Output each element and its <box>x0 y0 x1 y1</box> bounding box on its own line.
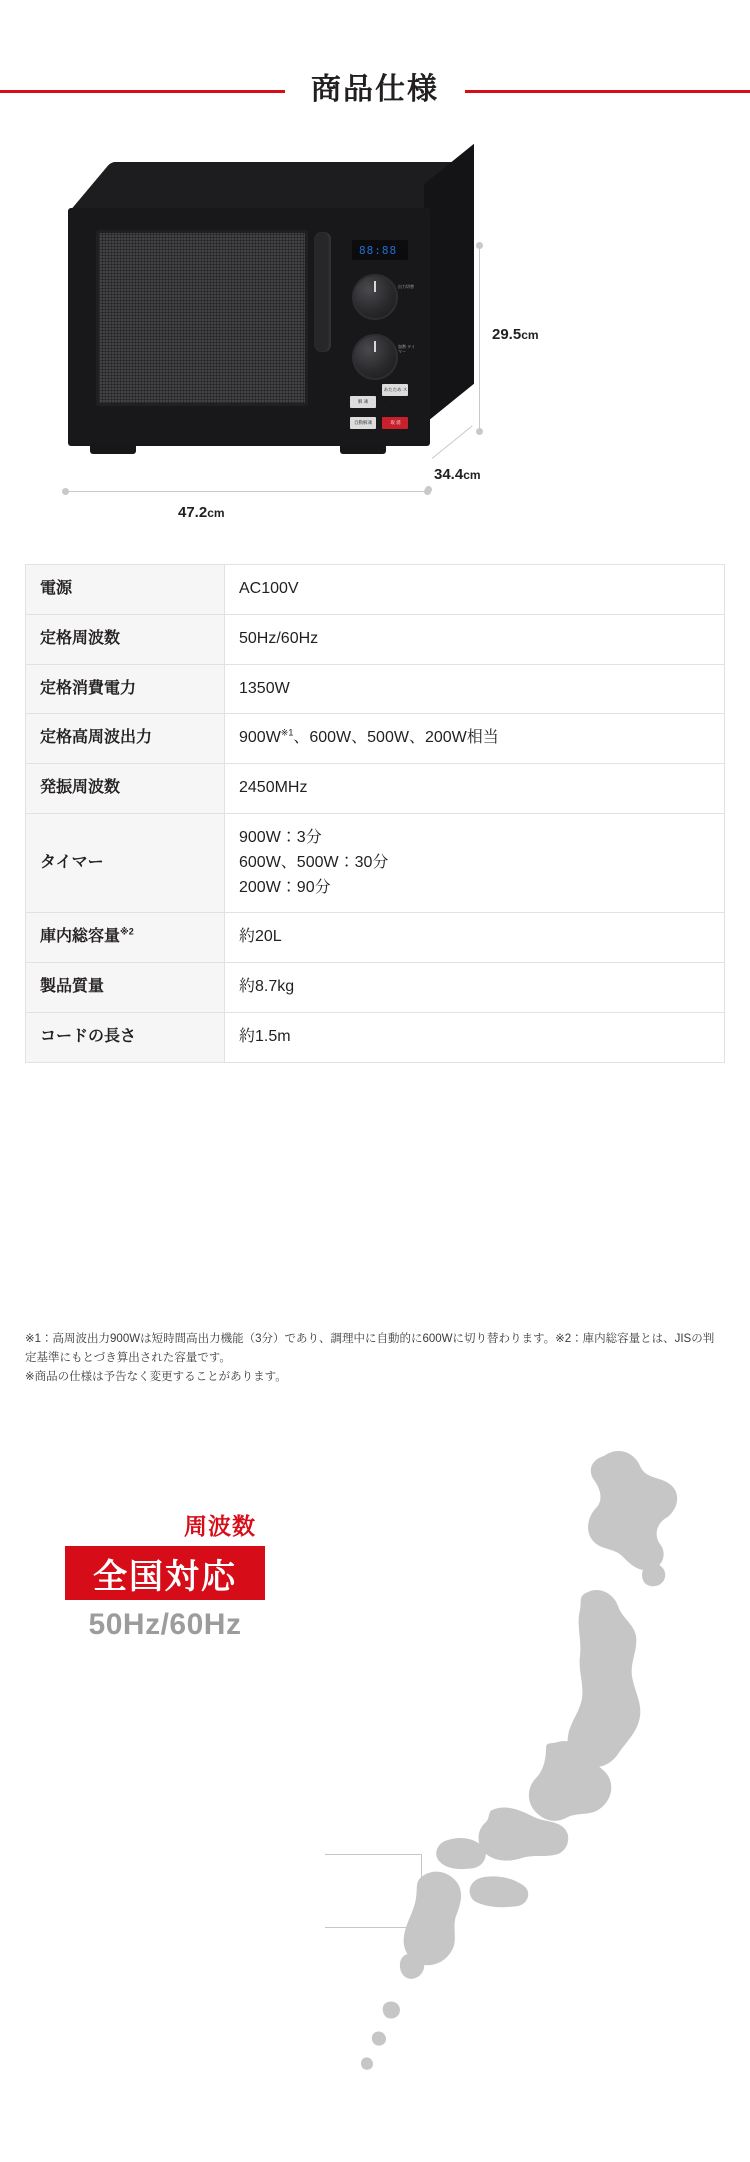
oven-timer-knob <box>352 334 398 380</box>
japan-map-icon <box>352 1442 750 2142</box>
spec-table-body <box>26 565 725 1063</box>
oven-display <box>352 240 408 260</box>
frequency-value: 50Hz/60Hz <box>88 1608 242 1641</box>
table-row <box>26 1012 725 1062</box>
table-row <box>26 714 725 764</box>
oven-door-handle <box>314 232 331 352</box>
product-image-area <box>0 136 750 526</box>
oven-top-panel <box>69 162 463 212</box>
dimension-dot <box>425 486 432 493</box>
dimension-label-height: 29.5cm <box>492 326 539 343</box>
spec-value: 900W$^{※1}$、600W、500W、200W相当 <box>225 714 725 764</box>
spec-value <box>225 813 725 912</box>
oven-button: 取 消 <box>382 417 408 429</box>
page-title-banner <box>0 62 750 118</box>
table-row <box>26 764 725 814</box>
oven-button-group <box>350 384 414 432</box>
spec-label: 定格周波数 <box>26 614 225 664</box>
spec-value: 2450MHz <box>225 764 725 814</box>
page-title: 商品仕様 <box>285 75 465 105</box>
table-row <box>26 565 725 615</box>
oven-power-knob <box>352 274 398 320</box>
dimension-label-depth: 34.4cm <box>434 466 481 483</box>
spec-value: 約20L <box>225 913 725 963</box>
spec-value: 50Hz/60Hz <box>225 614 725 664</box>
table-row <box>26 664 725 714</box>
oven-power-knob-label: 出力切替 <box>398 284 414 289</box>
spec-label: 定格消費電力 <box>26 664 225 714</box>
spec-value-line: 900W：3分 <box>239 828 322 846</box>
spec-value: 1350W <box>225 664 725 714</box>
oven-display-text: 88:88 <box>359 244 398 257</box>
dimension-line-width <box>66 491 426 492</box>
footnote-line: ※1：高周波出力900Wは短時間高出力機能（3分）であり、調理中に自動的に600Wに切り替わります。※2：庫内総容量とは、JISの判定基準にもとづき算出された容量です。 <box>25 1333 715 1364</box>
dimension-label-width: 47.2cm <box>178 504 225 521</box>
oven-button: 自動解凍 <box>350 417 376 429</box>
footnote-line: ※商品の仕様は予告なく変更することがあります。 <box>25 1370 287 1383</box>
spec-label: 発振周波数 <box>26 764 225 814</box>
spec-value: 約1.5m <box>225 1012 725 1062</box>
oven-button: あたため スタート <box>382 384 408 396</box>
spec-value: AC100V <box>225 565 725 615</box>
oven-front-body <box>68 208 430 446</box>
frequency-heading: 周波数 <box>184 1513 256 1539</box>
spec-label: コードの長さ <box>26 1012 225 1062</box>
okinawa-inset-box <box>325 1854 422 1928</box>
oven-foot <box>340 446 386 454</box>
oven-door-window <box>96 230 308 406</box>
table-row <box>26 913 725 963</box>
oven-side-panel <box>424 144 474 424</box>
oven-timer-knob-label: 加熱 タイマー <box>398 344 416 354</box>
spec-label: 電源 <box>26 565 225 615</box>
nationwide-badge: 全国対応 <box>65 1546 265 1600</box>
table-row <box>26 614 725 664</box>
table-row <box>26 813 725 912</box>
oven-button: 解 凍 <box>350 396 376 408</box>
footnotes <box>25 1330 725 1387</box>
microwave-oven-illustration <box>68 208 430 446</box>
table-row <box>26 963 725 1013</box>
spec-label: 定格高周波出力 <box>26 714 225 764</box>
oven-foot <box>90 446 136 454</box>
spec-value-line: 200W：90分 <box>239 878 331 896</box>
dimension-line-depth <box>432 425 473 459</box>
oven-control-panel <box>342 222 418 432</box>
spec-value-line: 600W、500W：30分 <box>239 853 389 871</box>
spec-label <box>26 913 225 963</box>
oven-feet <box>68 446 430 456</box>
dimension-line-height <box>479 246 480 430</box>
frequency-section <box>0 1442 750 2162</box>
spec-label-text: 庫内総容量 <box>40 928 121 946</box>
spec-label: タイマー <box>26 813 225 912</box>
spec-value: 約8.7kg <box>225 963 725 1013</box>
spec-label-note: ※2 <box>120 927 134 938</box>
spec-table <box>25 564 725 1063</box>
spec-label: 製品質量 <box>26 963 225 1013</box>
